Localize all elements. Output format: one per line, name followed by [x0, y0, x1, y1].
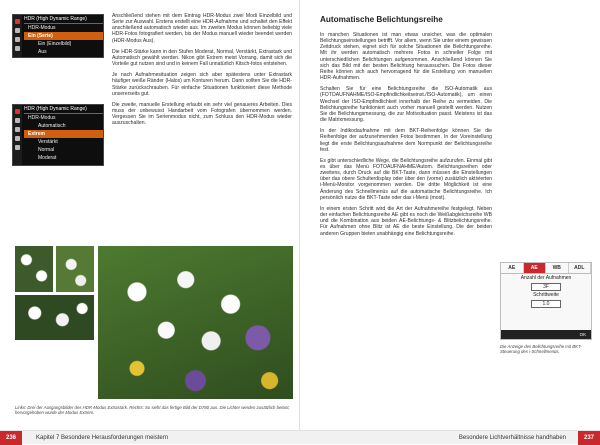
tab-ae-flash[interactable]: AE — [524, 263, 547, 273]
bracketing-tabs — [501, 263, 591, 274]
ok-bar[interactable]: OK — [501, 330, 591, 339]
bracket-photo-1 — [15, 246, 53, 292]
paragraph: Anschließend stehen mit dem Eintrag HDR-Modus zwei Modi Einzelbild und Serie zur Auswahl. Erstens erstellt eine HDR-Aufnahme und schaltet den Effekt anschließend automatisch wieder aus. Im zweiten Modus können beliebig viele HDR-Fotos fotografiert werden, bis der Modus manuell wieder beendet werden (HDR-Modus Aus). — [112, 13, 292, 44]
shots-value[interactable]: 3F — [531, 283, 561, 291]
section-title: Besondere Lichtverhältnisse handhaben — [458, 434, 566, 441]
menu-caption: Die Anzeige des Belichtungsreihe mit BKT-Steuerung des i-Schnellmenüs. — [500, 344, 582, 355]
camera-menu-hdr-strength — [12, 104, 104, 166]
step-value[interactable]: 1.0 — [531, 300, 561, 308]
camera-menu-item[interactable]: Automatisch — [38, 123, 66, 129]
camera-menu-item[interactable]: Verstärkt — [38, 139, 58, 145]
footer-left — [0, 430, 300, 444]
camera-menu-tabs — [13, 105, 22, 165]
section-heading: Automatische Belichtungsreihe — [320, 15, 443, 24]
hdr-result-photo — [98, 246, 293, 399]
camera-menu-hdr-mode — [12, 14, 104, 58]
photo-caption: Links: Drei der Ausgangsbilder des HDR-Modus Extrastark. Rechts: So sieht das fertige Bild der D780 aus. Die Lichter werden zusätzlich betont, hervorgehoben wurde der Modus Extrem. — [15, 405, 290, 416]
page-number: 237 — [578, 431, 600, 445]
camera-menu-item[interactable]: Moderat — [38, 155, 57, 161]
paragraph: Die HDR-Stärke kann in den Stufen Moderat, Normal, Verstärkt, Extrastark und Automatisch gewählt werden. Nikon gibt Extrem meist Vorrang, damit sich die Vorteile gut nutzen sind und in keinem Fall unnatürlich Kitsch-fotos entstehen. — [112, 48, 292, 68]
camera-menu-sub: HDR-Modus — [28, 25, 56, 31]
left-text-column — [112, 13, 292, 132]
camera-menu-header: HDR (High Dynamic Range) — [24, 105, 103, 114]
camera-menu-item[interactable]: Normal — [38, 147, 55, 153]
bracketing-menu — [500, 262, 592, 340]
camera-menu-item[interactable]: Ein (Serie) — [24, 32, 103, 40]
paragraph: Es gibt unterschiedliche Wege, die Belichtungsreihe aufzurufen. Einmal gibt es über das Menü FOTOAUFNAHME/Autom. Belichtungsreihen oder zweitens, durch Druck auf die BKT-Taste, dann müssen die Einstellungen über das obere Schulterdisplay oder über den (vorne) zusätzlich aktivierten i-Menü-Monitor vorgenommen werden. Die dritte Möglichkeit ist eine Änderung des Schnellmenüs auf die automatische Belichtungsreihe. Ich persönlich nutze die BKT-Taste oder das i-Menü (most). — [320, 157, 492, 201]
paragraph: In einem ersten Schritt wird die Art der Aufnahmereihe festgelegt. Neben der einfachen Belichtungsreihe AE gibt es noch die Weißabgleichsreihe WB und die Kombination aus beiden AE-Belichtungs- & Blitzbelichtungsreihe. Für Aufnahmen ohne Blitz ist AE die beste Einstellung. Die der beiden anderen Gruppen bieten unabhängig eine Belichtungsreihe. — [320, 205, 492, 237]
chapter-title: Kapitel 7 Besondere Herausforderungen meistern — [36, 434, 169, 441]
camera-menu-item[interactable]: Ein (Einzelbild) — [38, 41, 72, 47]
camera-menu-sub: HDR-Modus — [28, 115, 56, 121]
camera-menu-item[interactable]: Extrem — [24, 130, 103, 138]
right-page — [300, 0, 600, 444]
tab-adl[interactable]: ADL — [569, 263, 592, 273]
bracket-photo-3 — [15, 295, 94, 340]
tab-wb[interactable]: WB — [546, 263, 569, 273]
step-label: Schrittweite — [533, 292, 559, 298]
paragraph: Je nach Aufnahmesituation zeigen sich aber spätestens unter Extrastark häufiger weiße Ränder (Halos) um Konturen herum. Dann sollten Sie die HDR-Stärke zurückschrauben. Für einfache Situationen funktioniert diese Methode unsererseits gut. — [112, 72, 292, 97]
camera-menu-tabs — [13, 15, 22, 57]
footer-right — [300, 430, 600, 444]
shots-label: Anzahl der Aufnahmen — [520, 275, 572, 281]
tab-ae[interactable]: AE — [501, 263, 524, 273]
paragraph: Schalten Sie für eine Belichtungsreihe die ISO-Automatik aus (FOTOAUFNAHME/ISO-Empfindlichkeitseinst./ISO-Automatik), um einen Wechsel der ISO-Empfindlichkeit innerhalb der Reihe zu vermeiden. Die Belichtungsreihe funktioniert auch vorher manuell gestellt werden. Nutzen Sie die Belichtungsmessung, die zur Motivsituation passt. Meistens ist das die Matrixmessung. — [320, 86, 492, 124]
paragraph: In manchen Situationen ist man etwas unsicher, was die optimalen Belichtungseinstellungen betrifft. Vor allem, wenn Sie unter einem gewissen Zeitdruck stehen, eignet sich für solche Situationen die Belichtungsreihe. Mit ihr werden automatisch mehrere Fotos in schneller Folge mit unterschiedlichen Belichtungen aufgenommen. Anschließend können Sie sich das Bild mit der besten Belichtung heraussuchen. Die Fotos dieser Reihe können sich auch hervorragend für die Erstellung von manuellen HDR-Aufnahmen. — [320, 32, 492, 82]
left-page — [0, 0, 300, 444]
bracket-photo-2 — [56, 246, 94, 292]
page-number: 236 — [0, 431, 22, 445]
camera-menu-item[interactable]: Aus — [38, 49, 47, 55]
right-text-column — [320, 32, 492, 242]
paragraph: Die zweite, manuelle Erstellung erlaubt ein sehr viel genaueres Arbeiten. Dies muss der unbewusst Handarbeit vom Fotografen übernommen werden. Vergessen Sie im Serienmodus nicht, zum Schluss den HDR-Modus wieder auszuschalten. — [112, 101, 292, 127]
camera-menu-header: HDR (High Dynamic Range) — [24, 15, 103, 24]
paragraph: In der Indikodaufnahme mit dem BKT-Reihenfolge können Sie die Reihenfolge der aufzunehmenden Fotos bestimmen. In der Voreinstellung liegt die erste Belichtungsaufnahme dem Normpunkt der Belichtungsreihe fest. — [320, 128, 492, 153]
